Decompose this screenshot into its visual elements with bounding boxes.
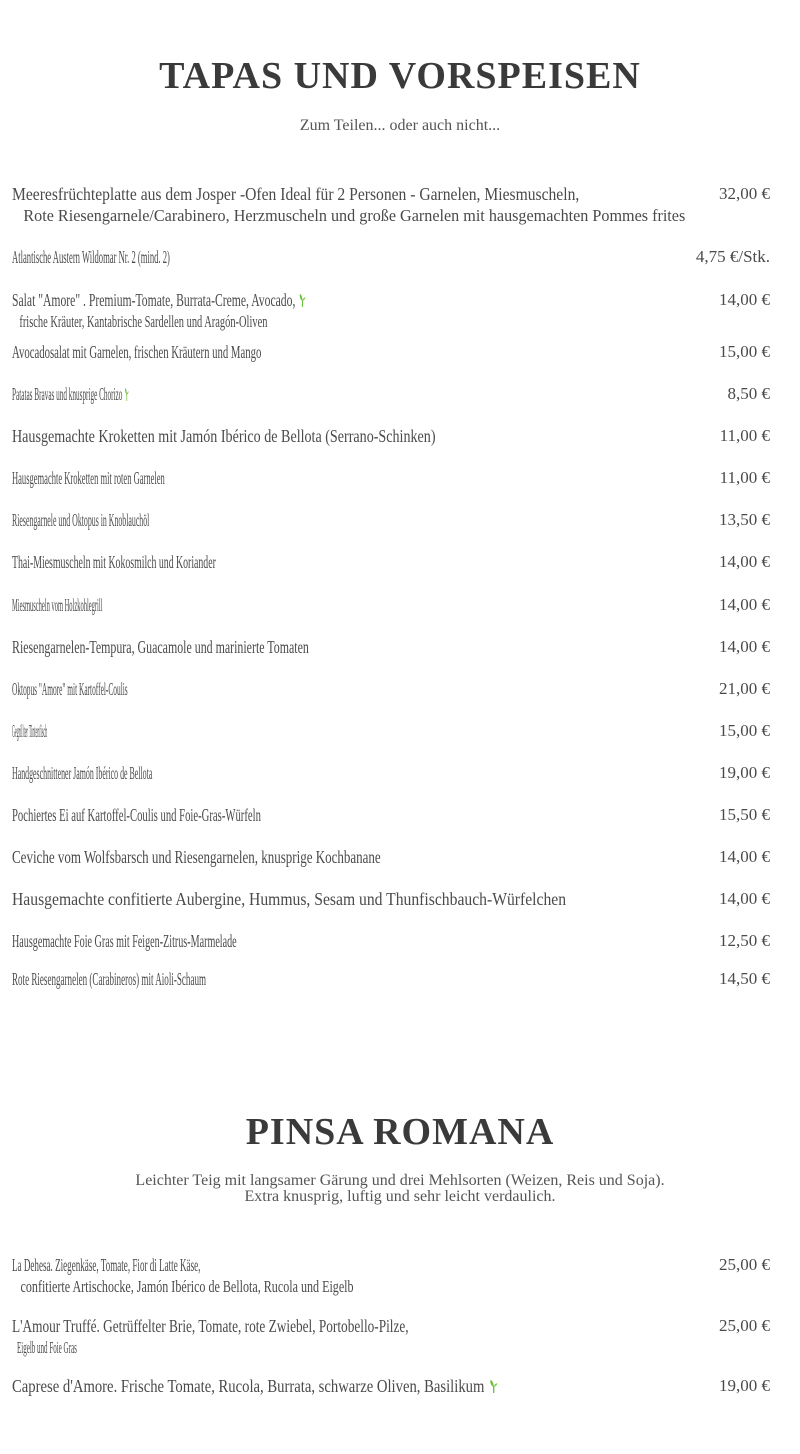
menu-item-name (12, 804, 474, 826)
menu-item-price: 15,50 € (719, 805, 770, 824)
menu-item-name (12, 467, 381, 489)
menu-item-description: confitierte Artischocke, Jamón Ibérico de Bellota, Rucola und Eigelb (20, 1277, 354, 1296)
menu-item-name-text: Avocadosalat mit Garnelen, frischen Kräutern und Mango (12, 342, 262, 362)
menu-item-name-text: Gegrillter Tintenfisch (12, 721, 48, 741)
menu-item-name-text: Handgeschnittener Jamón Ibérico de Bellota (12, 763, 153, 783)
section-subtitle-pinsa (0, 1173, 800, 1205)
sprout-icon (488, 1377, 500, 1393)
menu-item-name-text: Caprese d'Amore. Frische Tomate, Rucola, Burrata, schwarze Oliven, Basilikum (12, 1376, 485, 1396)
menu-item-description: Eigelb und Foie Gras (16, 1338, 77, 1357)
menu-item-name (12, 383, 325, 405)
menu-item-name-text: Thai-Miesmuscheln mit Kokosmilch und Koriander (12, 552, 216, 572)
menu-item-name-text: Hausgemachte confitierte Aubergine, Hummus, Sesam und Thunfischbauch-Würfelchen (12, 889, 567, 909)
menu-item (12, 762, 770, 784)
menu-item-name-text: Riesengarnelen-Tempura, Guacamole und marinierte Tomaten (12, 637, 309, 657)
menu-item-name (12, 425, 622, 447)
menu-item-price: 11,00 € (719, 468, 770, 487)
menu-item-name (12, 183, 688, 205)
section-title-tapas: TAPAS UND VORSPEISEN (159, 55, 641, 97)
menu-item-name-text: Riesengarnele und Oktopus in Knoblauchöl (12, 510, 150, 530)
menu-item-name-text: Patatas Bravas und knusprige Chorizo (12, 384, 123, 404)
menu-item-name (12, 720, 189, 742)
menu-item-name-text: Ceviche vom Wolfsbarsch und Riesengarnelen, knusprige Kochbanane (12, 847, 381, 867)
menu-item-price: 14,00 € (719, 889, 770, 908)
menu-item-price: 12,50 € (719, 931, 770, 950)
pinsa-subtitle-line-1: Leichter Teig mit langsamer Gärung und drei Mehlsorten (Weizen, Reis und Soja). (135, 1172, 665, 1189)
menu-item-name (12, 1315, 588, 1337)
menu-item-name-text: Pochiertes Ei auf Kartoffel-Coulis und Foie-Gras-Würfeln (12, 805, 261, 825)
menu-item-price: 14,00 € (719, 847, 770, 866)
menu-item (12, 1254, 770, 1298)
menu-item (12, 341, 770, 363)
menu-item-name (12, 888, 690, 910)
menu-item-name-text: Oktopus "Amore" mit Kartoffel-Coulis (12, 679, 128, 699)
menu-item-price: 11,00 € (719, 426, 770, 445)
menu-item-name-text: L'Amour Truffé. Getrüffelter Brie, Tomate, rote Zwiebel, Portobello-Pilze, (12, 1316, 409, 1336)
menu-item-name-text: Hausgemachte Kroketten mit Jamón Ibérico de Bellota (Serrano-Schinken) (12, 426, 436, 446)
menu-item (12, 804, 770, 826)
sprout-icon (298, 291, 307, 307)
menu-item-name (12, 678, 332, 700)
menu-item-price: 32,00 € (719, 184, 770, 203)
section-title-pinsa: PINSA ROMANA (245, 1111, 555, 1153)
menu-item-price: 8,50 € (727, 384, 770, 403)
menu-item-name (12, 1375, 647, 1397)
menu-item-price: 13,50 € (719, 510, 770, 529)
menu-item (12, 551, 770, 573)
menu-item-price: 14,00 € (719, 637, 770, 656)
menu-item (12, 1375, 770, 1397)
menu-item-name-text: Miesmuscheln vom Holzkohlegrill (12, 595, 103, 615)
menu-item-price: 14,00 € (719, 552, 770, 571)
menu-item (12, 678, 770, 700)
menu-item-name (12, 762, 354, 784)
menu-item-price: 15,00 € (719, 721, 770, 740)
menu-item-name-text: Hausgemachte Foie Gras mit Feigen-Zitrus-Marmelade (12, 931, 237, 951)
menu-item-name-text: Atlantische Austern Wildomar Nr. 2 (mind. 2) (12, 247, 170, 267)
menu-item-name (12, 968, 404, 990)
menu-item-name-text: Hausgemachte Kroketten mit roten Garnelen (12, 468, 165, 488)
menu-item (12, 720, 770, 742)
sprout-icon (124, 385, 130, 401)
menu-item (12, 289, 770, 333)
menu-item-name (12, 930, 450, 952)
menu-item (12, 968, 770, 990)
menu-item-price: 25,00 € (719, 1255, 770, 1274)
menu-item-name-text: La Dehesa. Ziegenkäse, Tomate, Fior di Latte Käse, (12, 1255, 201, 1275)
menu-item-name (12, 341, 477, 363)
menu-item (12, 383, 770, 405)
menu-item-price: 14,50 € (719, 969, 770, 988)
menu-item-price: 14,00 € (719, 595, 770, 614)
menu-item-price: 15,00 € (719, 342, 770, 361)
menu-item (12, 846, 770, 868)
menu-item-name (12, 636, 528, 658)
menu-item-name-text: Meeresfrüchteplatte aus dem Josper -Ofen Ideal für 2 Personen - Garnelen, Miesmuscheln, (12, 184, 580, 204)
menu-item-description: Rote Riesengarnele/Carabinero, Herzmuscheln und große Garnelen mit hausgemachten Pommes frites (23, 206, 686, 225)
section-subtitle-tapas: Zum Teilen... oder auch nicht... (299, 117, 501, 134)
menu-item-price: 19,00 € (719, 763, 770, 782)
menu-item-price: 4,75 €/Stk. (695, 247, 770, 266)
menu-item (12, 930, 770, 952)
menu-item (12, 594, 770, 616)
menu-item (12, 509, 770, 531)
menu-item-name (12, 551, 437, 573)
menu-item-name (12, 846, 575, 868)
menu-item (12, 636, 770, 658)
menu-item-price: 21,00 € (719, 679, 770, 698)
menu-item (12, 183, 770, 227)
menu-item (12, 888, 770, 910)
menu-item-price: 14,00 € (719, 290, 770, 309)
menu-item (12, 246, 770, 268)
menu-item (12, 425, 770, 447)
menu-item-description: frische Kräuter, Kantabrische Sardellen und Aragón-Oliven (19, 312, 268, 331)
menu-item-name (12, 594, 293, 616)
menu-item-name-text: Salat "Amore" . Premium-Tomate, Burrata-Creme, Avocado, (12, 290, 296, 310)
pinsa-subtitle-line-2: Extra knusprig, luftig und sehr leicht verdaulich. (244, 1188, 556, 1205)
menu-item (12, 467, 770, 489)
menu-item-name-text: Rote Riesengarnelen (Carabineros) mit Aioli-Schaum (12, 969, 207, 989)
menu-item-name (12, 1254, 405, 1276)
menu-item-name (12, 246, 384, 268)
menu-item (12, 1315, 770, 1359)
menu-item-price: 19,00 € (719, 1376, 770, 1395)
menu-item-price: 25,00 € (719, 1316, 770, 1335)
menu-item-name (12, 509, 352, 531)
menu-item-name (12, 289, 517, 311)
